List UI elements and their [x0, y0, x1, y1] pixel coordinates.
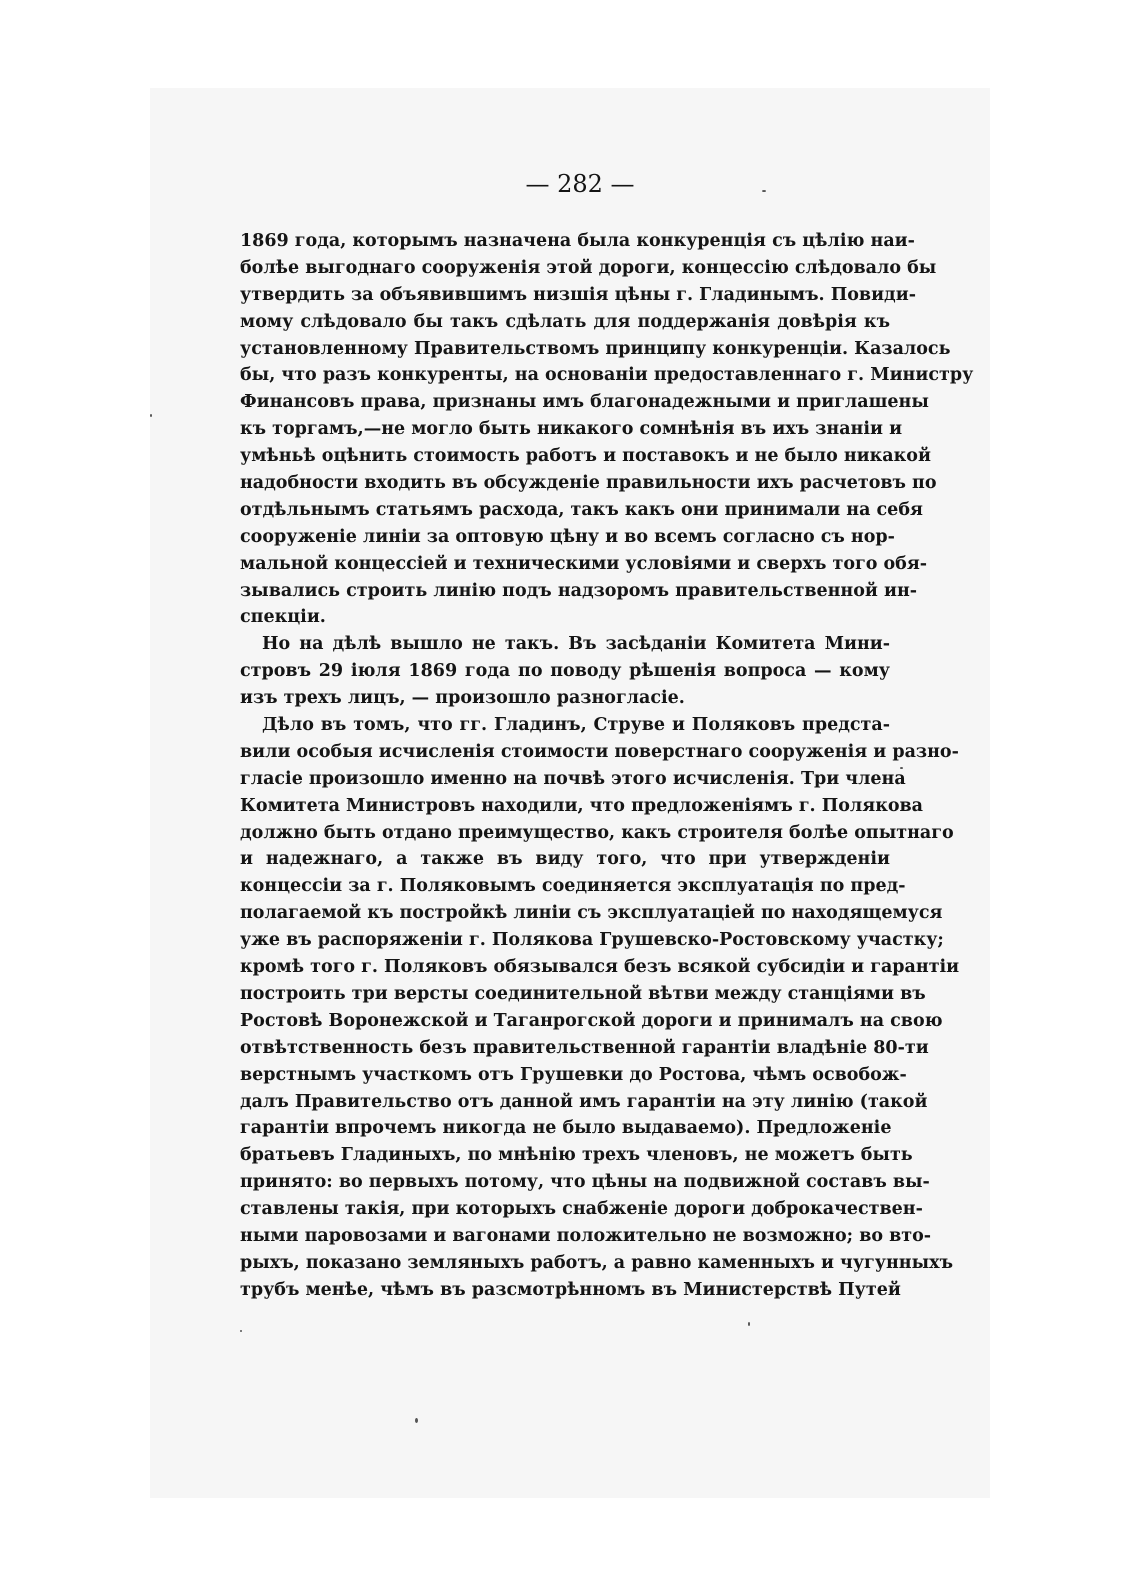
text-line: болѣе выгоднаго сооруженія этой дороги, концессію слѣдовало бы: [240, 257, 937, 278]
paragraph-1: [240, 228, 974, 631]
text-line: Финансовъ права, признаны имъ благонадежными и приглашены: [240, 392, 929, 413]
text-line: далъ Правительство отъ данной имъ гарантіи на эту линію (такой: [240, 1091, 928, 1112]
text-line: зывались строить линію подъ надзоромъ правительственной ин-: [240, 580, 918, 601]
text-line: и надежнаго, а также въ виду того, что при утвержденіи: [240, 849, 890, 870]
text-line: стровъ 29 іюля 1869 года по поводу рѣшенія вопроса — кому: [240, 661, 890, 682]
text-line: спекціи.: [240, 607, 326, 628]
body-text: [240, 228, 974, 1304]
text-line: концессіи за г. Поляковымъ соединяется эксплуатація по пред-: [240, 876, 906, 897]
text-line: отдѣльнымъ статьямъ расхода, такъ какъ они принимали на себя: [240, 499, 923, 520]
scan-speck: [900, 767, 903, 769]
text-line: ными паровозами и вагонами положительно не возможно; во вто-: [240, 1225, 932, 1246]
text-line: принято: во первыхъ потому, что цѣны на подвижной составъ вы-: [240, 1172, 930, 1193]
text-line: трубъ менѣе, чѣмъ въ разсмотрѣнномъ въ Министерствѣ Путей: [240, 1279, 901, 1300]
text-line: должно быть отдано преимущество, какъ строителя болѣе опытнаго: [240, 822, 954, 843]
text-line: гарантіи впрочемъ никогда не было выдаваемо). Предложеніе: [240, 1118, 892, 1139]
text-line: вили особыя исчисленія стоимости поверстнаго сооруженія и разно-: [240, 741, 959, 762]
text-line: умѣньѣ оцѣнить стоимость работъ и поставокъ и не было никакой: [240, 446, 931, 467]
text-line: ставлены такія, при которыхъ снабженіе дороги доброкачествен-: [240, 1199, 923, 1220]
text-line: мому слѣдовало бы такъ сдѣлать для поддержанія довѣрія къ: [240, 311, 890, 332]
text-line: изъ трехъ лицъ, — произошло разногласіе.: [240, 688, 685, 709]
text-line: построить три версты соединительной вѣтви между станціями въ: [240, 983, 926, 1004]
text-line: полагаемой къ постройкѣ линіи съ эксплуатаціей по находящемуся: [240, 903, 943, 924]
text-line: Но на дѣлѣ вышло не такъ. Въ засѣданіи Комитета Мини-: [262, 634, 890, 655]
page-number: — 282 —: [525, 170, 635, 198]
text-line: братьевъ Гладиныхъ, по мнѣнію трехъ членовъ, не можетъ быть: [240, 1145, 913, 1166]
scan-speck: [748, 1322, 750, 1326]
text-line: уже въ распоряженіи г. Полякова Грушевско-Ростовскому участку;: [240, 930, 944, 951]
scan-speck: [415, 1418, 418, 1423]
text-line: кромѣ того г. Поляковъ обязывался безъ всякой субсидіи и гарантіи: [240, 957, 960, 978]
scan-speck: [150, 414, 152, 417]
text-line: надобности входить въ обсужденіе правильности ихъ расчетовъ по: [240, 473, 937, 494]
text-line: Дѣло въ томъ, что гг. Гладинъ, Струве и Поляковъ предста-: [262, 715, 890, 736]
text-line: Ростовѣ Воронежской и Таганрогской дороги и принималъ на свою: [240, 1010, 943, 1031]
text-line: Комитета Министровъ находили, что предложеніямъ г. Полякова: [240, 795, 924, 816]
text-line: верстнымъ участкомъ отъ Грушевки до Ростова, чѣмъ освобож-: [240, 1064, 907, 1085]
text-line: утвердить за объявившимъ низшія цѣны г. Гладинымъ. Повиди-: [240, 284, 916, 305]
text-line: къ торгамъ,—не могло быть никакого сомнѣнія въ ихъ знаніи и: [240, 419, 903, 440]
paragraph-2: [240, 631, 890, 712]
scan-speck: [762, 190, 766, 192]
paragraph-3: [240, 712, 960, 1304]
scan-speck: [240, 1330, 242, 1332]
text-line: бы, что разъ конкуренты, на основаніи предоставленнаго г. Министру: [240, 365, 974, 386]
text-line: сооруженіе линіи за оптовую цѣну и во всемъ согласно съ нор-: [240, 526, 895, 547]
text-line: установленному Правительствомъ принципу конкуренціи. Казалось: [240, 338, 951, 359]
text-line: 1869 года, которымъ назначена была конкуренція съ цѣлію наи-: [240, 231, 915, 251]
text-line: отвѣтственность безъ правительственной гарантіи владѣніе 80-ти: [240, 1037, 929, 1058]
text-line: мальной концессіей и техническими условіями и сверхъ того обя-: [240, 553, 928, 574]
text-line: рыхъ, показано земляныхъ работъ, а равно каменныхъ и чугунныхъ: [240, 1252, 953, 1273]
text-line: гласіе произошло именно на почвѣ этого исчисленія. Три члена: [240, 768, 906, 789]
